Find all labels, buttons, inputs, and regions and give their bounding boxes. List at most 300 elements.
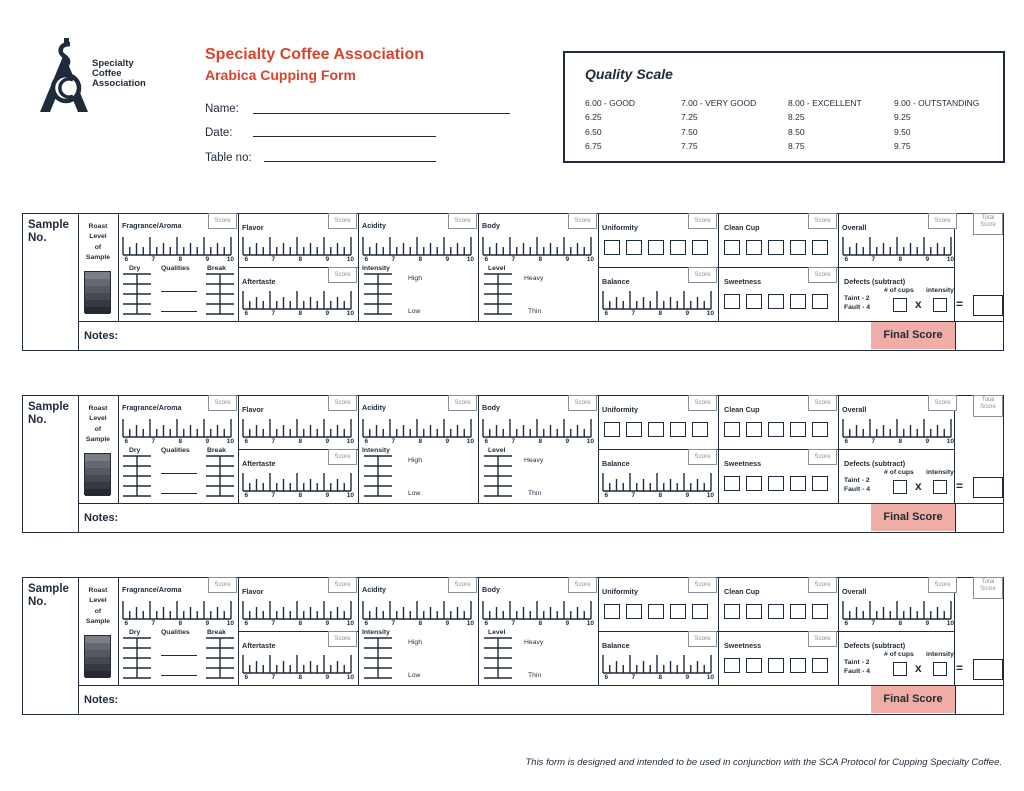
quality-scale-value: 6.75: [585, 140, 602, 151]
acidity-score-box[interactable]: Score: [448, 577, 477, 593]
dry-ladder[interactable]: [123, 456, 151, 496]
acidity-intensity-ladder[interactable]: [364, 274, 392, 314]
equals-sign: =: [956, 297, 964, 311]
scale-tick-label: 7: [631, 492, 636, 499]
defect-intensity-box[interactable]: [933, 662, 947, 676]
sweetness-cup-box[interactable]: [790, 294, 806, 309]
scale-tick-label: 8: [178, 256, 183, 263]
overall-score-box[interactable]: Score: [928, 213, 957, 229]
divider: [238, 213, 239, 321]
uniformity-score-box[interactable]: Score: [688, 395, 717, 411]
fragrance-scale[interactable]: [123, 417, 235, 447]
scale-tick-label: 8: [898, 620, 903, 627]
defect-intensity-box[interactable]: [933, 480, 947, 494]
defect-cups-box[interactable]: [893, 662, 907, 676]
name-label: Name:: [205, 103, 239, 115]
defect-intensity-box[interactable]: [933, 298, 947, 312]
acidity-intensity-ladder[interactable]: [364, 456, 392, 496]
sweetness-cup-box[interactable]: [724, 294, 740, 309]
scale-tick-label: 7: [271, 620, 276, 627]
acidity-label: Acidity: [362, 585, 386, 594]
divider: [78, 685, 1004, 686]
uniformity-cup-box[interactable]: [670, 240, 686, 255]
dry-ladder[interactable]: [123, 638, 151, 678]
name-field[interactable]: [253, 113, 510, 114]
defect-result-box[interactable]: [973, 295, 1003, 316]
acidity-scale[interactable]: [363, 417, 475, 447]
quality-scale-value: 6.50: [585, 126, 602, 137]
roast-level-label: [80, 222, 116, 264]
uniformity-cup-box[interactable]: [648, 604, 664, 619]
total-score-box[interactable]: [973, 395, 1003, 417]
defect-cups-box[interactable]: [893, 480, 907, 494]
overall-score-box[interactable]: Score: [928, 395, 957, 411]
scale-tick-label: 6: [604, 492, 609, 499]
balance-label: Balance: [602, 641, 630, 650]
flavor-scale[interactable]: [243, 599, 355, 629]
sweetness-score-box[interactable]: Score: [808, 631, 837, 647]
intensity-label: Intensity: [362, 265, 390, 272]
divider: [78, 321, 1004, 322]
break-ladder[interactable]: [206, 638, 234, 678]
quality-scale-value: 7.50: [681, 126, 698, 137]
roast-swatch-band: [85, 272, 110, 279]
scale-tick-label: 6: [244, 620, 249, 627]
total-label-line: Total: [981, 397, 995, 403]
roast-label-line: Roast: [88, 223, 108, 230]
high-label: High: [408, 275, 422, 282]
clean-cup-label: Clean Cup: [724, 587, 760, 596]
divider: [955, 685, 956, 715]
aftertaste-score-box[interactable]: Score: [328, 267, 357, 283]
scale-tick-label: 6: [844, 256, 849, 263]
fragrance-score-box[interactable]: Score: [208, 213, 237, 229]
scale-tick-label: 7: [391, 256, 396, 263]
overall-score-box[interactable]: Score: [928, 577, 957, 593]
divider: [238, 395, 239, 503]
roast-label-line: Sample: [85, 618, 111, 626]
flavor-label: Flavor: [242, 405, 264, 414]
scale-tick-label: 8: [298, 438, 303, 445]
body-level-ladder[interactable]: [484, 638, 512, 678]
scale-tick-label: 9: [685, 674, 690, 681]
roast-label-line: of: [94, 425, 102, 433]
table-field[interactable]: [264, 161, 436, 162]
overall-scale[interactable]: [843, 235, 955, 265]
defects-label: Defects (subtract): [844, 277, 906, 286]
roast-level-swatch[interactable]: [84, 453, 111, 495]
scale-tick-label: 8: [658, 492, 663, 499]
equals-sign: =: [956, 661, 964, 675]
fragrance-score-box[interactable]: Score: [208, 577, 237, 593]
fragrance-label: Fragrance/Aroma: [122, 585, 182, 594]
roast-swatch-band: [85, 300, 110, 307]
total-score-box[interactable]: [973, 213, 1003, 235]
uniformity-cup-box[interactable]: [604, 604, 620, 619]
quality-scale-value: 7.00 - VERY GOOD: [681, 98, 757, 108]
qualities-line[interactable]: [161, 291, 197, 292]
roast-level-swatch[interactable]: [84, 635, 111, 677]
balance-scale[interactable]: [603, 289, 715, 319]
scale-tick-label: 6: [124, 256, 129, 263]
notes-field[interactable]: [132, 687, 868, 713]
divider: [718, 213, 719, 321]
sample-label: Sample: [28, 583, 69, 595]
body-score-box[interactable]: Score: [568, 213, 597, 229]
dry-ladder[interactable]: [123, 274, 151, 314]
scale-tick-label: 10: [706, 310, 714, 317]
uniformity-label: Uniformity: [602, 223, 638, 232]
scale-tick-label: 7: [511, 620, 516, 627]
scale-tick-label: 8: [418, 438, 423, 445]
aftertaste-scale[interactable]: [243, 653, 355, 683]
divider: [838, 577, 839, 685]
divider: [118, 577, 119, 685]
qualities-line[interactable]: [161, 311, 197, 312]
uniformity-cup-box[interactable]: [626, 240, 642, 255]
quality-scale-value: 7.25: [681, 112, 698, 123]
roast-label-line: Level: [89, 415, 107, 423]
uniformity-cup-box[interactable]: [692, 422, 708, 437]
fault-label: Fault - 4: [844, 304, 871, 311]
qualities-line[interactable]: [161, 493, 197, 494]
footnote: This form is designed and intended to be used in conjunction with the SCA Protocol for Cupping Specialty Coffee.: [525, 757, 1002, 768]
scale-tick-label: 7: [151, 256, 156, 263]
acidity-score-box[interactable]: Score: [448, 213, 477, 229]
scale-tick-label: 8: [178, 438, 183, 445]
sweetness-score-box[interactable]: Score: [808, 449, 837, 465]
body-label: Body: [482, 403, 500, 412]
flavor-label: Flavor: [242, 587, 264, 596]
scale-tick-label: 6: [244, 256, 249, 263]
scale-tick-label: 9: [565, 256, 570, 263]
break-ladder[interactable]: [206, 274, 234, 314]
sample-no-field[interactable]: [26, 611, 76, 681]
final-score-field[interactable]: [957, 322, 1004, 349]
dry-label: Dry: [129, 447, 141, 454]
scale-tick-label: 6: [124, 438, 129, 445]
scale-tick-label: 7: [631, 310, 636, 317]
scale-tick-label: 8: [538, 256, 543, 263]
scale-tick-label: 8: [418, 256, 423, 263]
sample-no-label: [28, 219, 69, 245]
aftertaste-score-box[interactable]: Score: [328, 449, 357, 465]
final-score-label: Final Score: [871, 322, 955, 349]
scale-tick-label: 9: [685, 492, 690, 499]
scale-tick-label: 10: [706, 492, 714, 499]
scale-tick-label: 6: [364, 256, 369, 263]
acidity-label: Acidity: [362, 221, 386, 230]
uniformity-score-box[interactable]: Score: [688, 213, 717, 229]
scale-tick-label: 10: [346, 674, 354, 681]
body-scale[interactable]: [483, 599, 595, 629]
uniformity-cup-box[interactable]: [692, 240, 708, 255]
sample-label: Sample: [28, 401, 69, 413]
clean-cup-score-box[interactable]: Score: [808, 577, 837, 593]
scale-tick-label: 10: [466, 620, 474, 627]
roast-swatch-band: [85, 454, 110, 461]
balance-score-box[interactable]: Score: [688, 267, 717, 283]
sweetness-cup-box[interactable]: [790, 476, 806, 491]
clean-cup-box[interactable]: [768, 422, 784, 437]
break-ladder[interactable]: [206, 456, 234, 496]
overall-label: Overall: [842, 587, 867, 596]
clean-cup-box[interactable]: [812, 604, 828, 619]
divider: [78, 577, 79, 715]
scale-tick-label: 9: [925, 256, 930, 263]
body-scale[interactable]: [483, 417, 595, 447]
fragrance-scale[interactable]: [123, 235, 235, 265]
divider: [78, 503, 1004, 504]
clean-cup-score-box[interactable]: Score: [808, 213, 837, 229]
roast-label-line: Sample: [85, 254, 111, 262]
defect-cups-box[interactable]: [893, 298, 907, 312]
balance-scale[interactable]: [603, 471, 715, 501]
flavor-score-box[interactable]: Score: [328, 577, 357, 593]
notes-label: Notes:: [84, 694, 119, 706]
scale-tick-label: 10: [946, 620, 954, 627]
scale-tick-label: 10: [466, 256, 474, 263]
qualities-line[interactable]: [161, 655, 197, 656]
sweetness-cup-box[interactable]: [724, 476, 740, 491]
overall-scale[interactable]: [843, 417, 955, 447]
roast-label-line: Roast: [88, 587, 108, 594]
sweetness-cup-box[interactable]: [812, 658, 828, 673]
balance-scale[interactable]: [603, 653, 715, 683]
defects-label: Defects (subtract): [844, 459, 906, 468]
sweetness-cup-box[interactable]: [746, 294, 762, 309]
divider: [478, 213, 479, 321]
notes-field[interactable]: [132, 505, 868, 531]
roast-swatch-band: [85, 475, 110, 482]
aftertaste-score-box[interactable]: Score: [328, 631, 357, 647]
body-score-box[interactable]: Score: [568, 395, 597, 411]
divider: [718, 577, 719, 685]
clean-cup-score-box[interactable]: Score: [808, 395, 837, 411]
scale-tick-label: 8: [298, 674, 303, 681]
defect-result-box[interactable]: [973, 659, 1003, 680]
scale-tick-label: 8: [898, 438, 903, 445]
sweetness-cup-box[interactable]: [746, 658, 762, 673]
uniformity-cup-box[interactable]: [604, 240, 620, 255]
uniformity-cup-box[interactable]: [648, 422, 664, 437]
notes-label: Notes:: [84, 330, 119, 342]
qualities-line[interactable]: [161, 473, 197, 474]
sample-no-field[interactable]: [26, 429, 76, 499]
qualities-line[interactable]: [161, 675, 197, 676]
body-scale[interactable]: [483, 235, 595, 265]
scale-tick-label: 9: [445, 438, 450, 445]
clean-cup-box[interactable]: [746, 240, 762, 255]
scale-tick-label: 9: [205, 256, 210, 263]
scale-tick-label: 10: [946, 438, 954, 445]
body-score-box[interactable]: Score: [568, 577, 597, 593]
scale-tick-label: 10: [346, 620, 354, 627]
roast-label-line: Sample: [85, 436, 111, 444]
divider: [238, 577, 239, 685]
cupping-section: [22, 395, 1004, 533]
total-label-line: Score: [980, 404, 996, 410]
flavor-scale[interactable]: [243, 417, 355, 447]
roast-level-label: [80, 586, 116, 628]
final-score-field[interactable]: [957, 504, 1004, 531]
acidity-intensity-ladder[interactable]: [364, 638, 392, 678]
clean-cup-box[interactable]: [790, 240, 806, 255]
body-label: Body: [482, 221, 500, 230]
quality-scale-column: [681, 96, 756, 153]
roast-swatch-band: [85, 650, 110, 657]
scale-tick-label: 8: [658, 674, 663, 681]
roast-swatch-band: [85, 468, 110, 475]
divider: [78, 395, 79, 533]
cupping-section: [22, 213, 1004, 351]
balance-score-box[interactable]: Score: [688, 631, 717, 647]
clean-cup-box[interactable]: [768, 604, 784, 619]
scale-tick-label: 10: [706, 674, 714, 681]
divider: [358, 213, 359, 321]
heavy-label: Heavy: [524, 457, 544, 464]
body-label: Body: [482, 585, 500, 594]
uniformity-label: Uniformity: [602, 405, 638, 414]
scale-tick-label: 7: [511, 256, 516, 263]
scale-tick-label: 10: [586, 438, 594, 445]
clean-cup-box[interactable]: [790, 422, 806, 437]
scale-tick-label: 9: [445, 620, 450, 627]
quality-scale-column: [788, 96, 862, 153]
scale-tick-label: 9: [565, 438, 570, 445]
sweetness-cup-box[interactable]: [724, 658, 740, 673]
acidity-score-box[interactable]: Score: [448, 395, 477, 411]
level-label: Level: [488, 265, 506, 272]
quality-scale-column: [894, 96, 979, 153]
clean-cup-box[interactable]: [724, 240, 740, 255]
fault-label: Fault - 4: [844, 486, 871, 493]
clean-cup-box[interactable]: [790, 604, 806, 619]
uniformity-cup-box[interactable]: [692, 604, 708, 619]
scale-tick-label: 8: [298, 310, 303, 317]
low-label: Low: [408, 490, 421, 497]
dry-label: Dry: [129, 265, 141, 272]
roast-swatch-band: [85, 482, 110, 489]
roast-label-line: Roast: [88, 405, 108, 412]
taint-label: Taint - 2: [844, 477, 870, 484]
sweetness-cup-box[interactable]: [768, 476, 784, 491]
qualities-label: Qualities: [161, 629, 190, 636]
roast-level-swatch[interactable]: [84, 271, 111, 313]
equals-sign: =: [956, 479, 964, 493]
uniformity-cup-box[interactable]: [670, 422, 686, 437]
sweetness-cup-box[interactable]: [768, 658, 784, 673]
divider: [598, 449, 954, 450]
roast-swatch-band: [85, 671, 110, 678]
overall-scale[interactable]: [843, 599, 955, 629]
scale-tick-label: 8: [538, 438, 543, 445]
clean-cup-box[interactable]: [812, 422, 828, 437]
flavor-score-box[interactable]: Score: [328, 395, 357, 411]
divider: [954, 213, 955, 321]
body-level-ladder[interactable]: [484, 274, 512, 314]
quality-scale-value: 8.75: [788, 140, 805, 151]
scale-tick-label: 6: [244, 310, 249, 317]
body-level-ladder[interactable]: [484, 456, 512, 496]
scale-tick-label: 7: [871, 438, 876, 445]
uniformity-cup-box[interactable]: [626, 422, 642, 437]
taint-label: Taint - 2: [844, 659, 870, 666]
roast-swatch-band: [85, 293, 110, 300]
uniformity-cup-box[interactable]: [626, 604, 642, 619]
fragrance-scale[interactable]: [123, 599, 235, 629]
sweetness-cup-box[interactable]: [790, 658, 806, 673]
roast-swatch-band: [85, 664, 110, 671]
clean-cup-box[interactable]: [768, 240, 784, 255]
break-label: Break: [207, 265, 226, 272]
sample-no-field[interactable]: [26, 247, 76, 317]
aftertaste-scale[interactable]: [243, 471, 355, 501]
uniformity-cup-box[interactable]: [648, 240, 664, 255]
sweetness-cup-box[interactable]: [812, 476, 828, 491]
flavor-scale[interactable]: [243, 235, 355, 265]
scale-tick-label: 7: [271, 674, 276, 681]
flavor-score-box[interactable]: Score: [328, 213, 357, 229]
final-score-field[interactable]: [957, 686, 1004, 713]
scale-tick-label: 7: [391, 620, 396, 627]
aftertaste-label: Aftertaste: [242, 277, 276, 286]
divider: [955, 503, 956, 533]
scale-tick-label: 10: [946, 256, 954, 263]
fragrance-score-box[interactable]: Score: [208, 395, 237, 411]
uniformity-score-box[interactable]: Score: [688, 577, 717, 593]
uniformity-cup-box[interactable]: [670, 604, 686, 619]
clean-cup-label: Clean Cup: [724, 405, 760, 414]
sweetness-cup-box[interactable]: [812, 294, 828, 309]
aftertaste-scale[interactable]: [243, 289, 355, 319]
intensity-small-label: intensity: [926, 287, 954, 294]
intensity-label: Intensity: [362, 629, 390, 636]
clean-cup-box[interactable]: [746, 604, 762, 619]
clean-cup-box[interactable]: [812, 240, 828, 255]
no-label: No.: [28, 414, 47, 426]
sweetness-score-box[interactable]: Score: [808, 267, 837, 283]
table-label: Table no:: [205, 152, 252, 164]
balance-score-box[interactable]: Score: [688, 449, 717, 465]
clean-cup-box[interactable]: [724, 422, 740, 437]
roast-swatch-band: [85, 279, 110, 286]
date-field[interactable]: [253, 136, 436, 137]
defect-result-box[interactable]: [973, 477, 1003, 498]
acidity-scale[interactable]: [363, 235, 475, 265]
sweetness-cup-box[interactable]: [768, 294, 784, 309]
break-label: Break: [207, 629, 226, 636]
scale-tick-label: 9: [685, 310, 690, 317]
clean-cup-box[interactable]: [724, 604, 740, 619]
scale-tick-label: 7: [271, 310, 276, 317]
scale-tick-label: 9: [325, 438, 330, 445]
sample-no-label: [28, 401, 69, 427]
scale-tick-label: 7: [511, 438, 516, 445]
clean-cup-box[interactable]: [746, 422, 762, 437]
divider: [598, 631, 954, 632]
acidity-scale[interactable]: [363, 599, 475, 629]
sweetness-cup-box[interactable]: [746, 476, 762, 491]
roast-label-line: of: [94, 607, 102, 615]
total-score-box[interactable]: [973, 577, 1003, 599]
divider: [955, 321, 956, 351]
fault-label: Fault - 4: [844, 668, 871, 675]
uniformity-cup-box[interactable]: [604, 422, 620, 437]
roast-swatch-band: [85, 489, 110, 496]
quality-scale-value: 9.25: [894, 112, 911, 123]
notes-field[interactable]: [132, 323, 868, 349]
